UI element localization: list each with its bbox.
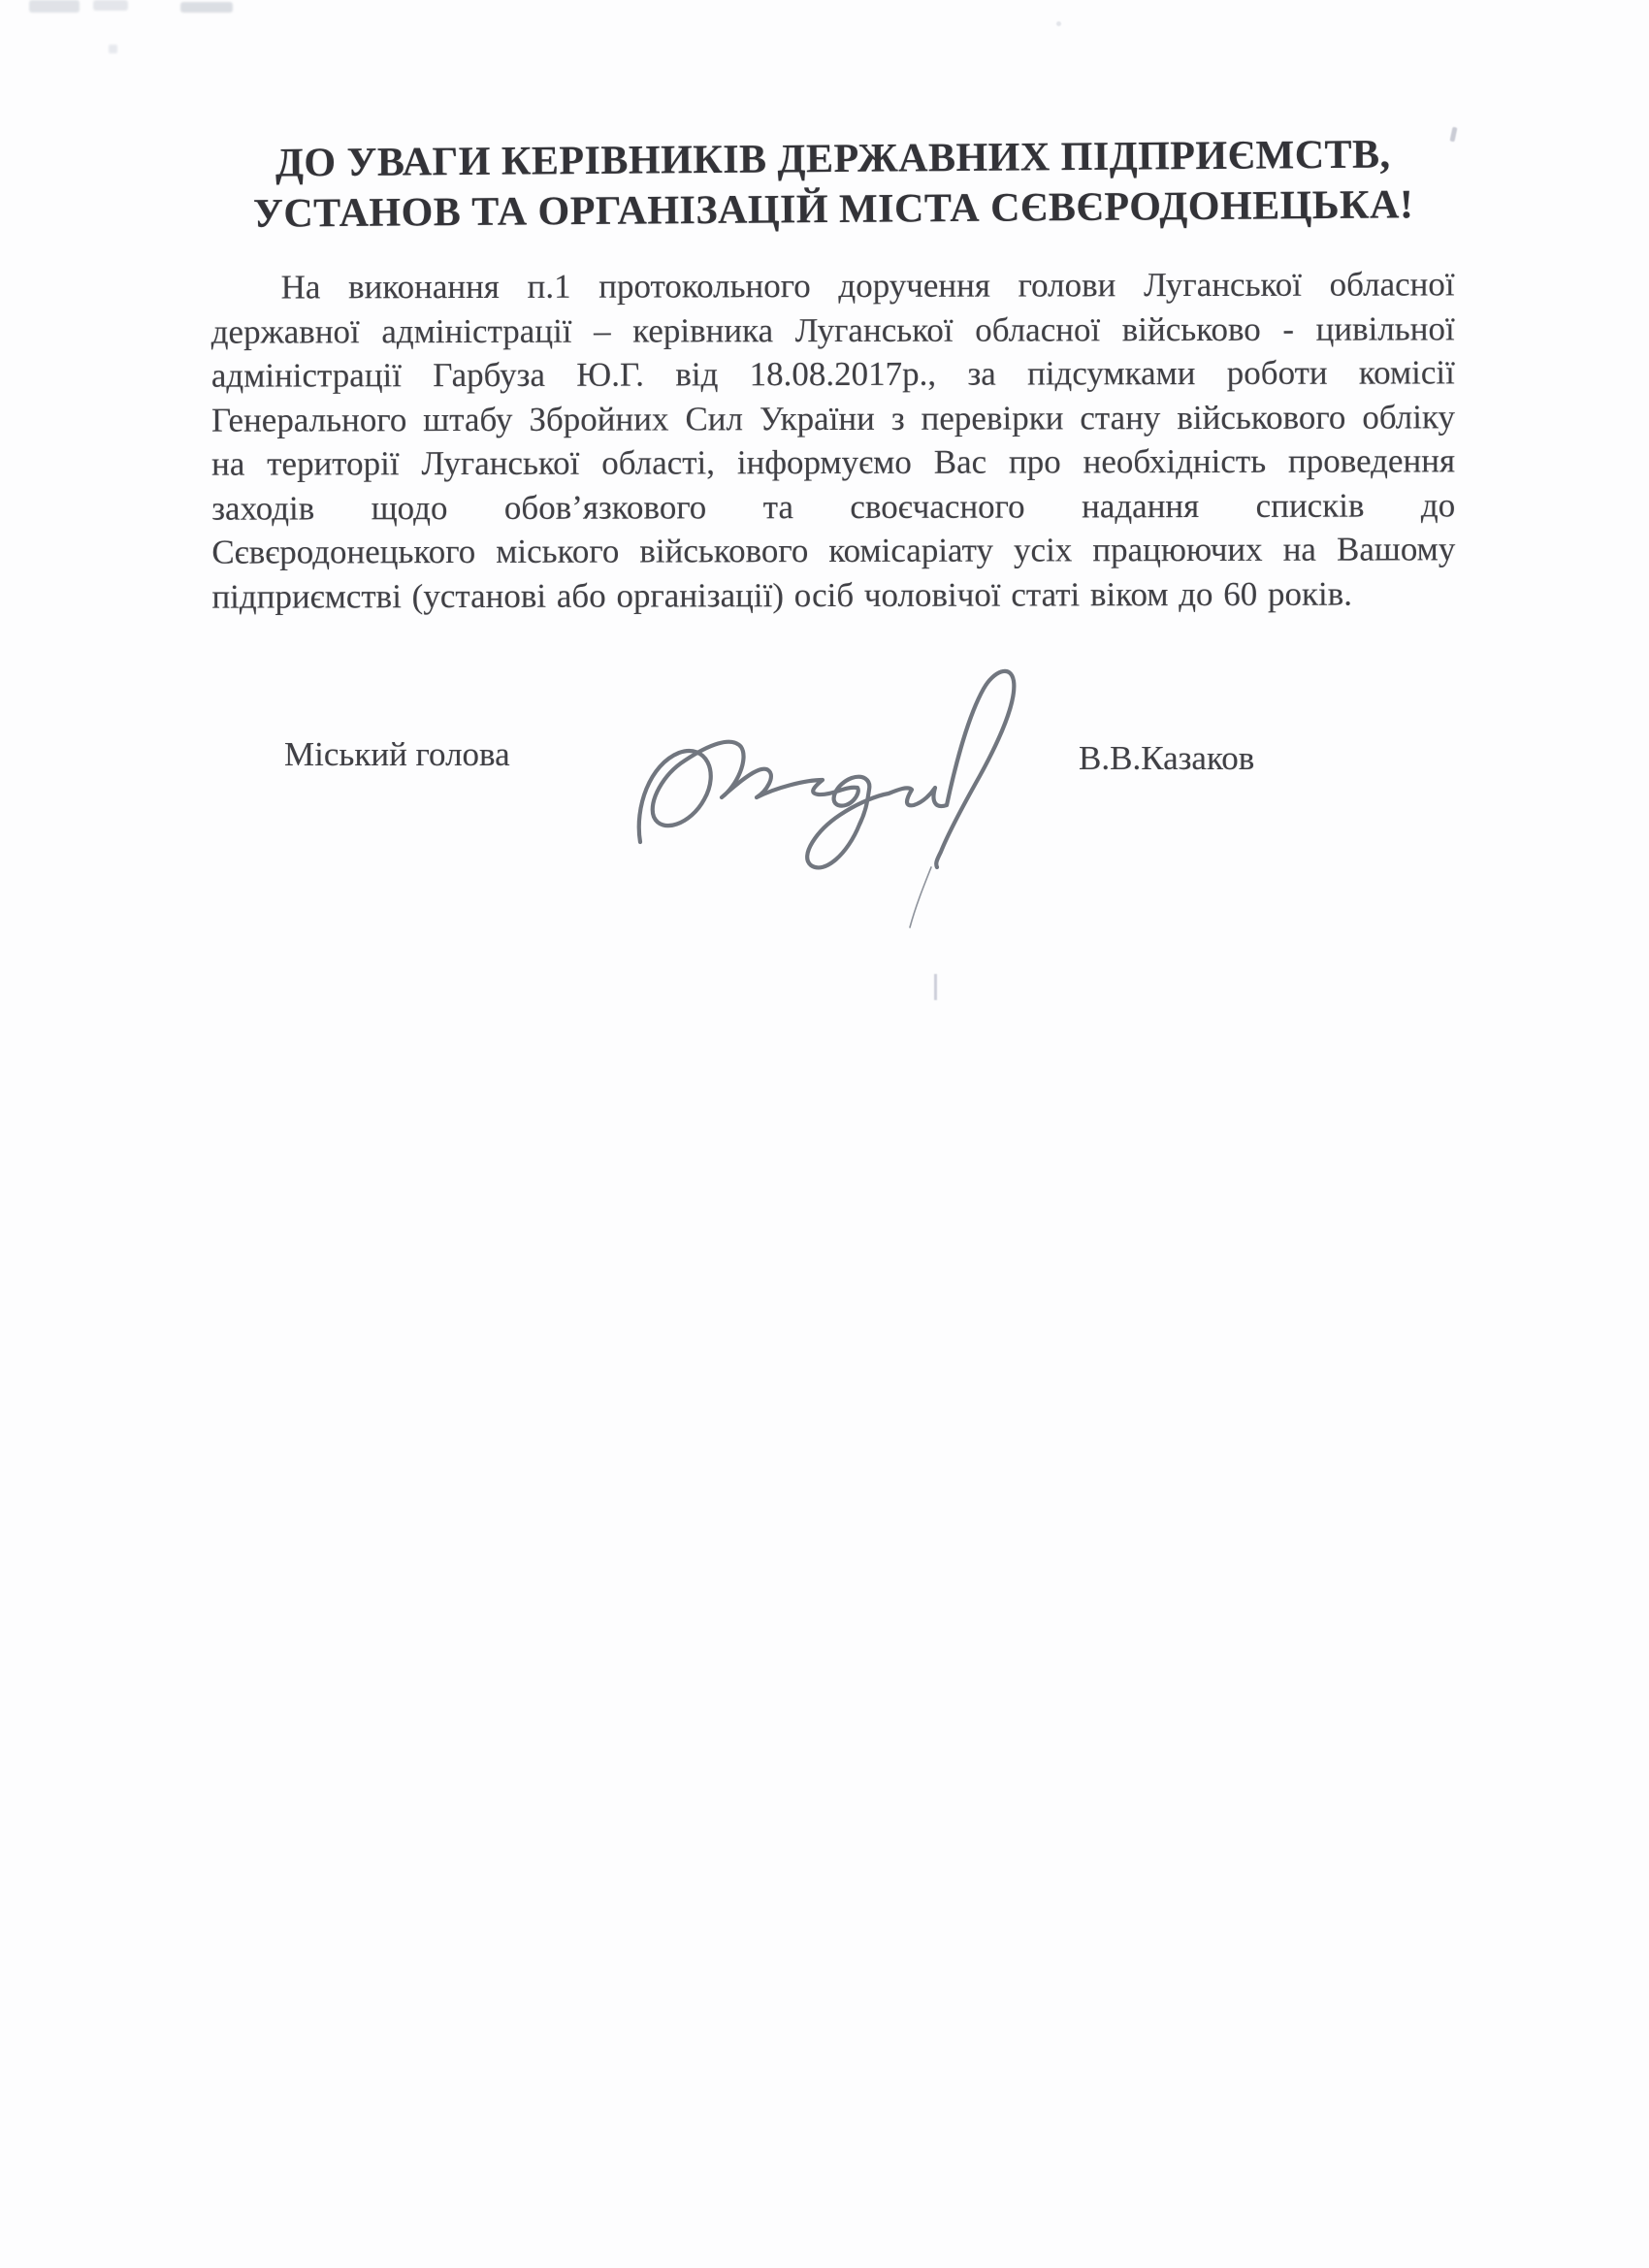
paragraph-line: Генерального штабу Збройних Сил України з перевірки стану військового обліку	[210, 397, 1455, 439]
signer-role-label: Міський голова	[284, 735, 510, 773]
paragraph-line: адміністрації Гарбуза Ю.Г. від 18.08.2017р., за підсумками роботи комісії	[210, 353, 1455, 395]
paragraph-line: державної адміністрації – керівника Луганської обласної військово - цивільної	[210, 308, 1455, 351]
scan-smudge	[180, 2, 233, 13]
paragraph-line: На виконання п.1 протокольного доручення голови Луганської обласної	[280, 265, 1455, 307]
paragraph-line: заходів щодо обов’язкового та своєчасного надання списків до	[211, 485, 1456, 528]
scan-speck	[109, 45, 117, 53]
scan-smudge	[29, 0, 80, 13]
letter-title	[211, 129, 1456, 240]
signer-name: В.В.Казаков	[1079, 739, 1255, 777]
paragraph-line: підприємстві (установі або організації) осіб чоловічої статі віком до 60 років.	[211, 574, 1353, 616]
scan-smudge	[93, 0, 128, 11]
handwritten-signature-icon	[632, 652, 1040, 943]
paragraph-line: на території Луганської області, інформуємо Вас про необхідність проведення	[211, 441, 1456, 483]
paragraph-line: Сєвєродонецького міського військового комісаріату усіх працюючих на Вашому	[211, 530, 1456, 571]
scan-tick-mark	[934, 974, 937, 1000]
letter-title-line2: УСТАНОВ ТА ОРГАНІЗАЦІЙ МІСТА СЄВЄРОДОНЕЦЬКА!	[252, 182, 1414, 237]
letter-body-paragraph	[211, 262, 1456, 618]
letter-title-line1: ДО УВАГИ КЕРІВНИКІВ ДЕРЖАВНИХ ПІДПРИЄМСТВ,	[275, 132, 1391, 186]
scan-speck	[1056, 21, 1061, 26]
